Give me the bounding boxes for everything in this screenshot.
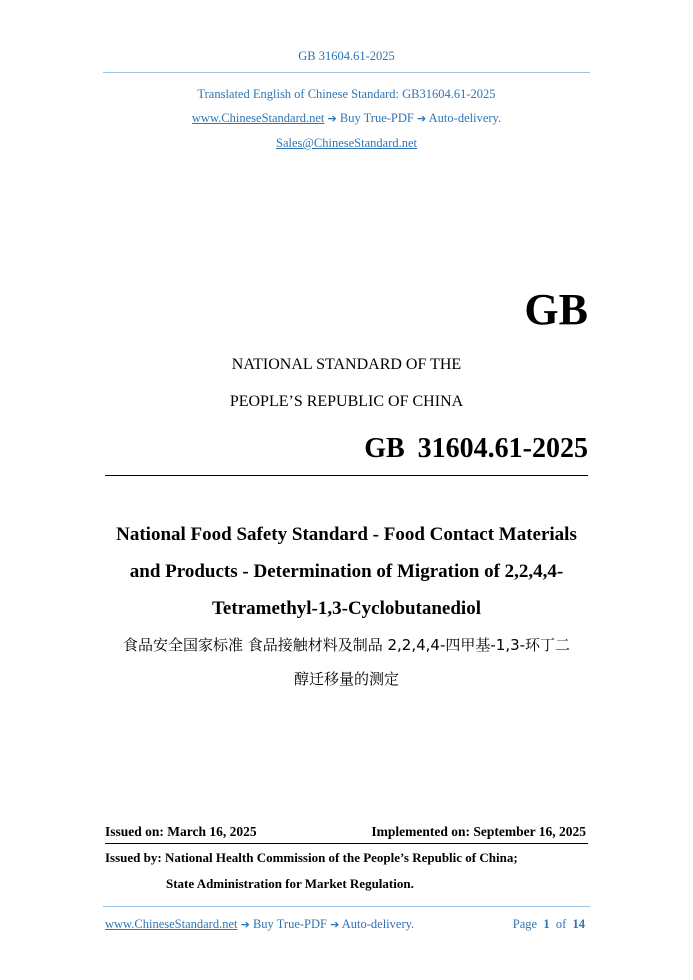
chinese-title-line: 食品安全国家标准 食品接触材料及制品 2,2,4,4-四甲基-1,3-环丁二 bbox=[122, 636, 571, 654]
arrow-right-icon: ➔ bbox=[330, 918, 340, 931]
translation-note: Translated English of Chinese Standard: GB31604.61-2025 bbox=[197, 87, 496, 101]
footer-divider bbox=[103, 906, 590, 907]
footer-links bbox=[105, 917, 414, 932]
gb-logo: GB bbox=[524, 285, 588, 334]
national-standard-line-1: NATIONAL STANDARD OF THE bbox=[231, 356, 462, 373]
sales-email-row bbox=[0, 136, 693, 151]
english-title-line: and Products - Determination of Migration of 2,2,4,4- bbox=[129, 561, 564, 582]
title-divider bbox=[105, 475, 588, 476]
english-title-line: National Food Safety Standard - Food Contact Materials bbox=[116, 524, 577, 545]
arrow-right-icon: ➔ bbox=[240, 918, 250, 931]
page-word: Page bbox=[512, 917, 538, 931]
buy-true-pdf-text: Buy True-PDF bbox=[339, 111, 414, 125]
footer-site-link[interactable]: www.ChineseStandard.net bbox=[105, 917, 238, 931]
page-total: 14 bbox=[572, 917, 585, 931]
page-header: GB 31604.61-2025 bbox=[298, 49, 395, 63]
national-standard-line-2: PEOPLE’S REPUBLIC OF CHINA bbox=[229, 393, 464, 410]
issue-divider bbox=[105, 843, 588, 844]
chinese-title-line: 醇迁移量的测定 bbox=[293, 670, 399, 688]
arrow-right-icon: ➔ bbox=[417, 112, 427, 125]
sales-email-link[interactable]: Sales@ChineseStandard.net bbox=[276, 136, 417, 150]
page-number: 1 bbox=[543, 917, 550, 931]
footer-auto-delivery-text: Auto-delivery. bbox=[341, 917, 415, 931]
issued-by-line-2: State Administration for Market Regulation. bbox=[166, 876, 414, 891]
header-divider bbox=[103, 72, 590, 73]
issued-by-line-1: Issued by: National Health Commission of the People’s Republic of China; bbox=[105, 850, 518, 865]
issued-on-date: Issued on: March 16, 2025 bbox=[105, 824, 257, 839]
purchase-links bbox=[0, 111, 693, 126]
standard-number: GB 31604.61-2025 bbox=[364, 433, 588, 464]
site-link[interactable]: www.ChineseStandard.net bbox=[191, 111, 325, 125]
arrow-right-icon: ➔ bbox=[327, 112, 337, 125]
auto-delivery-text: Auto-delivery. bbox=[428, 111, 502, 125]
implemented-on-date: Implemented on: September 16, 2025 bbox=[371, 824, 586, 839]
of-word: of bbox=[555, 917, 567, 931]
footer-buy-true-pdf-text: Buy True-PDF bbox=[252, 917, 327, 931]
english-title-line: Tetramethyl-1,3-Cyclobutanediol bbox=[212, 598, 481, 619]
page-indicator bbox=[513, 917, 585, 932]
chinese-title bbox=[0, 628, 693, 696]
english-title bbox=[0, 516, 693, 627]
